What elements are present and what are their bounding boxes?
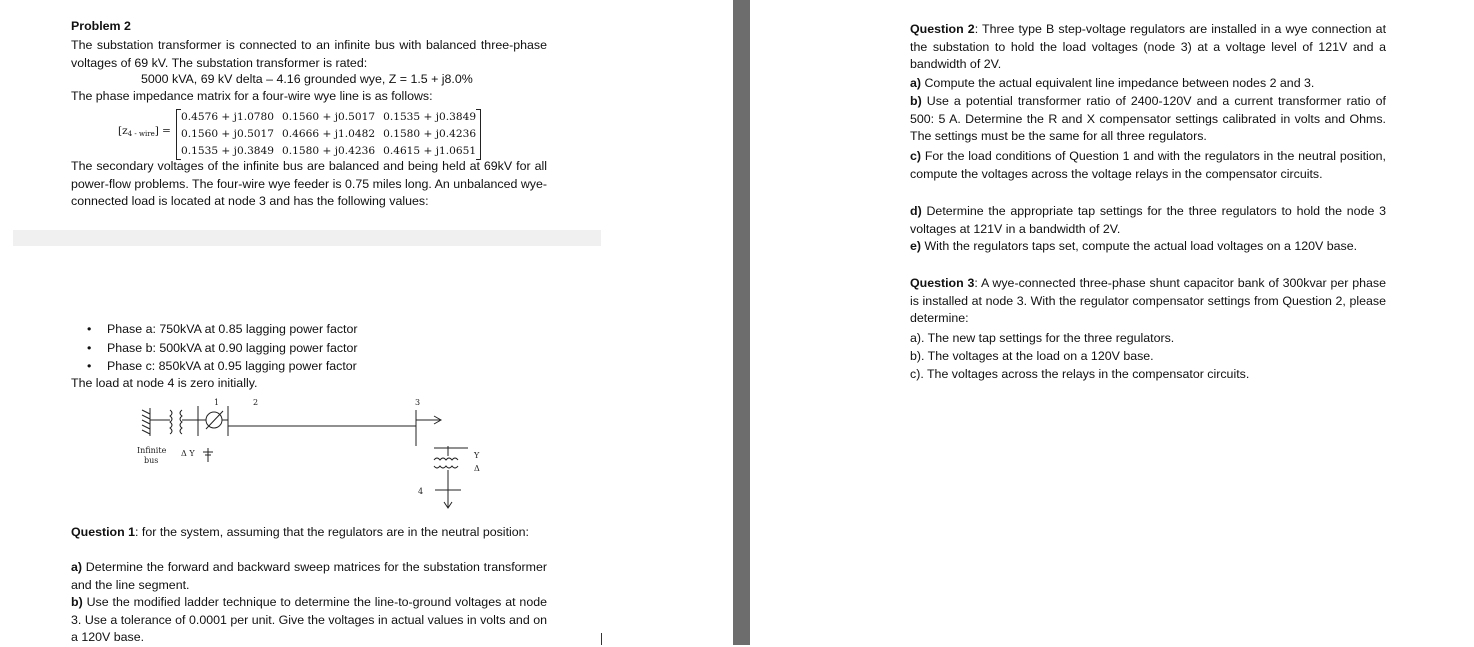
- delta-label: Δ: [474, 464, 480, 473]
- matrix-row: [181, 109, 476, 126]
- matrix-cell: 0.4615 + j1.0651: [383, 145, 477, 157]
- question2-a: [910, 75, 1386, 93]
- question3-c: c). The voltages across the relays in the compensator circuits.: [910, 367, 1250, 381]
- question2-text: [910, 21, 1386, 74]
- right-page: [750, 0, 1474, 645]
- question1-text: [71, 524, 547, 542]
- item-label: a): [910, 76, 922, 90]
- bus-label-infinite: Infinite: [137, 446, 167, 455]
- question3-label: Question 3: [910, 276, 975, 290]
- list-item: • Phase c: 850kVA at 0.95 lagging power factor: [85, 357, 358, 376]
- node1-label: 1: [214, 398, 220, 407]
- item-label: e): [910, 239, 922, 253]
- question1-a: [71, 559, 547, 594]
- node3-label: 3: [415, 398, 421, 407]
- regulator-symbol: [198, 406, 228, 436]
- item-label: b): [71, 595, 83, 609]
- question2-label: Question 2: [910, 22, 975, 36]
- matrix-row: [181, 126, 476, 143]
- question3-b: b). The voltages at the load on a 120V base.: [910, 349, 1154, 363]
- left-page: [0, 0, 733, 645]
- wye-label: Y: [474, 451, 480, 460]
- load-transformer: [434, 446, 468, 508]
- ground-symbol: [203, 448, 213, 462]
- matrix-equals: =: [162, 125, 171, 137]
- list-item: • Phase b: 500kVA at 0.90 lagging power factor: [85, 339, 358, 358]
- transformer-rating: 5000 kVA, 69 kV delta – 4.16 grounded wye, Z = 1.5 + j8.0%: [141, 72, 473, 86]
- load-list: [85, 320, 358, 376]
- matrix-grid: [176, 109, 481, 160]
- question1-label: Question 1: [71, 525, 136, 539]
- question2-b: [910, 93, 1386, 146]
- matrix-cell: 0.1580 + j0.4236: [282, 145, 376, 157]
- question3-body: : A wye-connected three-phase shunt capacitor bank of 300kvar per phase is installed at node 3. With the regulator compensator settings from Question 2, please determine:: [910, 276, 1386, 326]
- problem-heading: Problem 2: [71, 19, 131, 33]
- item-label: a): [71, 560, 83, 574]
- item-label: b): [910, 94, 922, 108]
- page-gap-band: [13, 230, 601, 246]
- question3-text: [910, 275, 1386, 328]
- matrix-cell: 0.4576 + j1.0780: [181, 111, 275, 123]
- page-divider: [733, 0, 750, 645]
- after-matrix-text: The secondary voltages of the infinite bus are balanced and being held at 69kV for all power-flow problems. The four-wire wye feeder is 0.75 miles long. An unbalanced wye-connected load is located at node 3 and has the following values:: [71, 159, 547, 209]
- text-cursor: [601, 633, 602, 645]
- matrix-cell: 0.1535 + j0.3849: [181, 145, 275, 157]
- question2-c: [910, 148, 1386, 183]
- item-text: Determine the appropriate tap settings for the three regulators to hold the node 3 voltages at 121V in a bandwidth of 2V.: [910, 204, 1386, 236]
- infinite-bus-symbol: [142, 408, 170, 436]
- matrix-cell: 0.4666 + j1.0482: [282, 128, 376, 140]
- item-text: With the regulators taps set, compute the actual load voltages on a 120V base.: [921, 239, 1358, 253]
- question2-e: [910, 238, 1386, 256]
- matrix-cell: 0.1560 + j0.5017: [282, 111, 376, 123]
- matrix-intro: The phase impedance matrix for a four-wire wye line is as follows:: [71, 89, 433, 103]
- node2-label: 2: [253, 398, 259, 407]
- matrix-cell: 0.1560 + j0.5017: [181, 128, 275, 140]
- item-text: Determine the forward and backward sweep matrices for the substation transformer and the line segment.: [71, 560, 547, 592]
- load-arrow: [416, 416, 441, 424]
- circuit-diagram: [128, 396, 488, 522]
- item-text: Use a potential transformer ratio of 2400-120V and a current transformer ratio of 500: 5 A. Determine the R and X compensator settings calibrated in volts and Ohms. The settings must be the same for all three regulators.: [910, 94, 1386, 144]
- matrix-cell: 0.1580 + j0.4236: [383, 128, 477, 140]
- matrix-lhs: $[z_{4 - wire}]$: [118, 125, 159, 138]
- question1-b: [71, 594, 547, 647]
- question3-a: a). The new tap settings for the three regulators.: [910, 331, 1175, 345]
- bus-label-bus: bus: [144, 456, 159, 465]
- question2-d: [910, 203, 1386, 238]
- item-text: Use the modified ladder technique to determine the line-to-ground voltages at node 3. Use a tolerance of 0.0001 per unit. Give the voltages in actual values in volts and on a 120V base.: [71, 595, 547, 645]
- item-label: c): [910, 149, 922, 163]
- node4-label: 4: [418, 487, 424, 496]
- question2-body: : Three type B step-voltage regulators are installed in a wye connection at the substation to hold the load voltages (node 3) at a voltage level of 121V and a bandwidth of 2V.: [910, 22, 1387, 72]
- delta-wye-label: Δ Y: [181, 449, 195, 458]
- transformer-symbol: [170, 410, 198, 434]
- problem-intro: The substation transformer is connected to an infinite bus with balanced three-phase voltages of 69 kV. The substation transformer is rated:: [71, 38, 547, 70]
- item-text: For the load conditions of Question 1 and with the regulators in the neutral position, compute the voltages across the voltage relays in the compensator circuits.: [910, 149, 1386, 181]
- matrix-cell: 0.1535 + j0.3849: [383, 111, 477, 123]
- item-label: d): [910, 204, 922, 218]
- item-text: Compute the actual equivalent line impedance between nodes 2 and 3.: [921, 76, 1315, 90]
- list-item: • Phase a: 750kVA at 0.85 lagging power factor: [85, 320, 358, 339]
- question1-body: : for the system, assuming that the regulators are in the neutral position:: [135, 525, 529, 539]
- node4-note: The load at node 4 is zero initially.: [71, 376, 258, 390]
